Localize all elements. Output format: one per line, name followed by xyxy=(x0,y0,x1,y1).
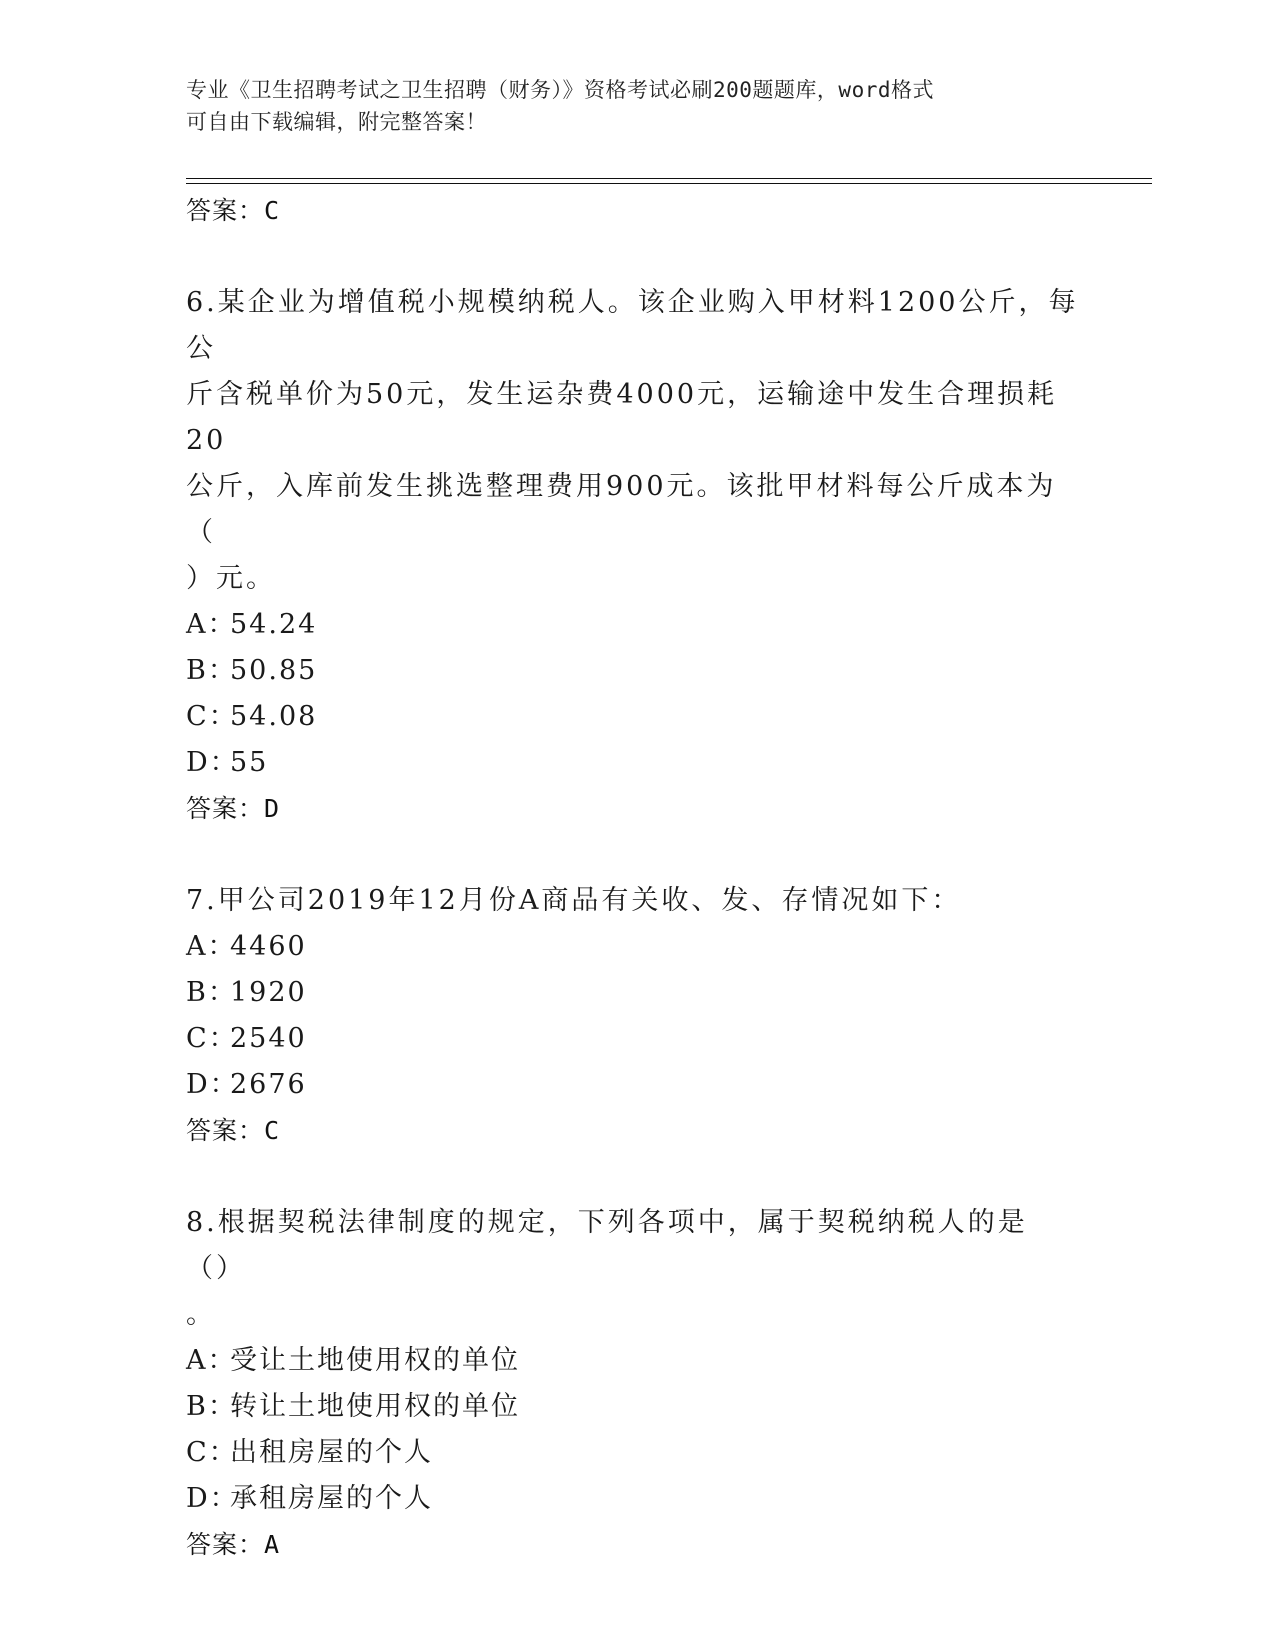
answer-q5: 答案：C xyxy=(186,196,281,225)
question-7-option-a: A：4460 xyxy=(186,931,307,962)
answer-q7: 答案：C xyxy=(186,1116,281,1145)
question-7-option-d: D：2676 xyxy=(186,1069,307,1100)
header-divider-top xyxy=(186,178,1152,179)
question-7-text: 7.甲公司2019年12月份A商品有关收、发、存情况如下： xyxy=(186,885,962,916)
question-7-option-c: C：2540 xyxy=(186,1023,307,1054)
spacer xyxy=(186,832,1086,878)
question-8 xyxy=(186,1200,1086,1568)
spacer xyxy=(186,1154,1086,1200)
question-7-option-b: B：1920 xyxy=(186,977,307,1008)
question-6-option-c: C：54.08 xyxy=(186,701,318,732)
question-6 xyxy=(186,280,1086,832)
answer-q8: 答案：A xyxy=(186,1530,281,1559)
question-8-option-c: C：出租房屋的个人 xyxy=(186,1437,433,1468)
spacer xyxy=(186,234,1086,280)
question-6-option-b: B：50.85 xyxy=(186,655,318,686)
question-content xyxy=(186,188,1086,1568)
question-6-option-a: A：54.24 xyxy=(186,609,318,640)
page-header: 专业《卫生招聘考试之卫生招聘（财务）》资格考试必刷200题题库，word格式 可自由下载编辑，附完整答案！ xyxy=(186,78,934,134)
answer-q6: 答案：D xyxy=(186,794,281,823)
question-6-text: 6.某企业为增值税小规模纳税人。该企业购入甲材料1200公斤，每公 斤含税单价为50元，发生运杂费4000元，运输途中发生合理损耗20 公斤，入库前发生挑选整理费用900元。该批甲材料每公斤成本为（ ）元。 xyxy=(186,287,1079,594)
question-8-option-b: B：转让土地使用权的单位 xyxy=(186,1391,520,1422)
question-6-option-d: D：55 xyxy=(186,747,269,778)
question-8-text: 8.根据契税法律制度的规定，下列各项中，属于契税纳税人的是（） 。 xyxy=(186,1207,1028,1330)
question-7 xyxy=(186,878,1086,1154)
question-8-option-a: A：受让土地使用权的单位 xyxy=(186,1345,520,1376)
header-divider-bottom xyxy=(186,183,1152,184)
question-8-option-d: D：承租房屋的个人 xyxy=(186,1483,433,1514)
